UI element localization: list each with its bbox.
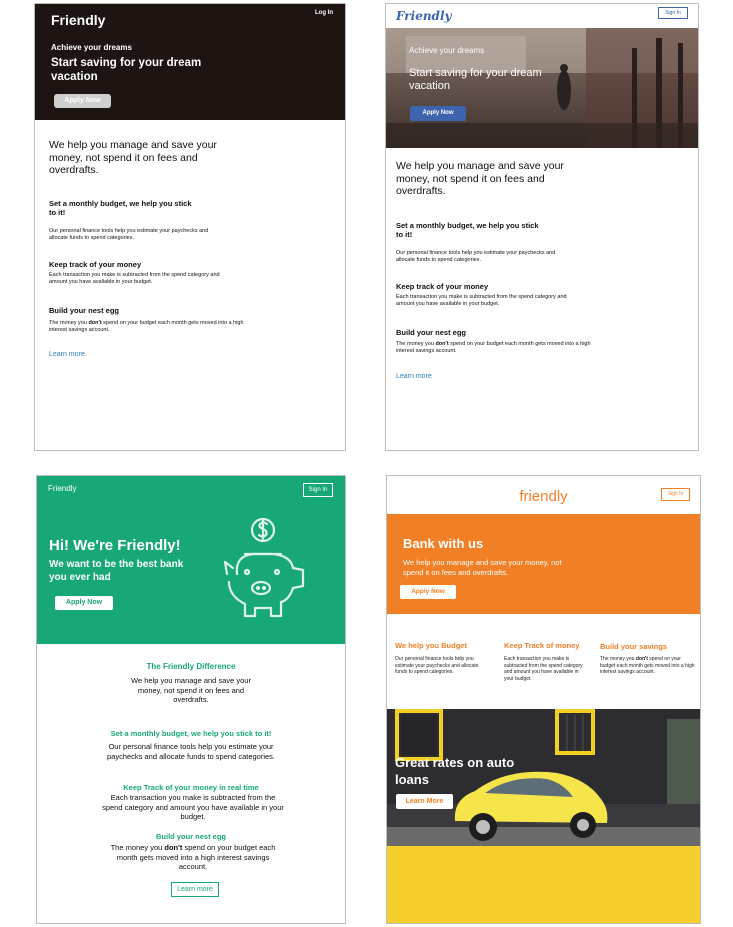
sign-in-button[interactable]: Sign In: [658, 7, 688, 19]
column-title: We help you Budget: [395, 641, 467, 650]
brand-logo[interactable]: Friendly: [51, 12, 106, 28]
feature-title: Build your nest egg: [49, 306, 120, 315]
column-body: Our personal finance tools help you estimate your paychecks and allocate funds to spend categories.: [395, 656, 479, 675]
intro-text: We help you manage and save your money, not spend it on fees and overdrafts.: [49, 139, 217, 176]
feature-body: The money you don't spend on your budget each month gets moved into a high interest savings account.: [110, 843, 276, 871]
brand-logo[interactable]: Friendly: [48, 484, 77, 493]
column-title: Build your savings: [600, 642, 668, 651]
login-link[interactable]: Log In: [315, 10, 333, 16]
feature-body: The money you don't spend on your budget each month gets moved into a high interest savings account.: [396, 341, 591, 354]
hero-headline: Start saving for your dream vacation: [409, 67, 542, 92]
brand-logo[interactable]: friendly: [519, 488, 568, 505]
feature-title: Keep track of your money: [49, 260, 142, 269]
learn-more-link[interactable]: Learn more: [49, 351, 85, 358]
learn-more-button[interactable]: Learn more: [171, 882, 219, 897]
feature-body: The money you don't spend on your budget each month gets moved into a high interest savings account.: [49, 320, 244, 333]
feature-title: Set a monthly budget, we help you stick to it!: [396, 221, 539, 239]
column-body: The money you don't spend on your budget each month gets moved into a high interest savings account.: [600, 656, 695, 675]
hero-kicker: Achieve your dreams: [409, 46, 485, 55]
sign-in-button[interactable]: Sign In: [303, 483, 333, 497]
hero-kicker: Achieve your dreams: [51, 43, 132, 52]
brand-logo[interactable]: Friendly: [396, 9, 452, 23]
feature-title: Set a monthly budget, we help you stick to it!: [49, 199, 192, 217]
footer-band: [387, 846, 700, 924]
column-body: Each transaction you make is subtracted from the spend category and amount you have available in your budget.: [504, 656, 583, 682]
hero-headline: Start saving for your dream vacation: [51, 57, 202, 83]
mockup-dark-hero: [34, 3, 346, 451]
hero-headline: Bank with us: [403, 536, 484, 551]
feature-body: Our personal finance tools help you estimate your paychecks and allocate funds to spend categories.: [396, 250, 556, 263]
feature-body: Each transaction you make is subtracted from the spend category and amount you have available in your budget.: [102, 793, 284, 821]
apply-now-button[interactable]: Apply Now: [410, 106, 466, 121]
feature-body: Our personal finance tools help you estimate your paychecks and allocate funds to spend categories.: [49, 228, 209, 241]
hero-headline: Hi! We're Friendly!: [49, 537, 181, 554]
learn-more-button[interactable]: Learn More: [396, 794, 453, 809]
difference-body: We help you manage and save your money, not spend it on fees and overdrafts.: [131, 676, 251, 704]
apply-now-button[interactable]: Apply Now: [400, 585, 456, 599]
feature-body: Our personal finance tools help you estimate your paychecks and allocate funds to spend categories.: [106, 742, 276, 761]
feature-title: Build your nest egg: [396, 328, 467, 337]
feature-title: Set a monthly budget, we help you stick to it!: [110, 729, 272, 738]
mockup-photo-hero: [385, 3, 699, 451]
auto-loans-headline: Great rates on auto loans: [395, 755, 515, 787]
apply-now-button[interactable]: Apply Now: [54, 94, 111, 108]
hero-subheadline: We want to be the best bank you ever had: [49, 559, 184, 583]
sign-in-button[interactable]: Sign In: [661, 488, 690, 501]
feature-title: Keep Track of your money in real time: [123, 783, 259, 792]
column-title: Keep Track of money: [504, 641, 580, 650]
feature-body: Each transaction you make is subtracted from the spend category and amount you have available in your budget.: [396, 294, 567, 307]
feature-body: Each transaction you make is subtracted from the spend category and amount you have available in your budget.: [49, 272, 220, 285]
learn-more-link[interactable]: Learn more: [396, 373, 432, 380]
mockup-orange: [386, 475, 701, 924]
feature-title: Build your nest egg: [155, 832, 226, 841]
mockup-green: [36, 475, 346, 924]
hero-subheadline: We help you manage and save your money, not spend it on fees and overdrafts.: [403, 558, 562, 577]
feature-title: Keep track of your money: [396, 282, 489, 291]
intro-text: We help you manage and save your money, not spend it on fees and overdrafts.: [396, 160, 564, 197]
apply-now-button[interactable]: Apply Now: [55, 596, 113, 610]
difference-title: The Friendly Difference: [146, 662, 236, 671]
piggy-bank-icon: [217, 516, 309, 631]
